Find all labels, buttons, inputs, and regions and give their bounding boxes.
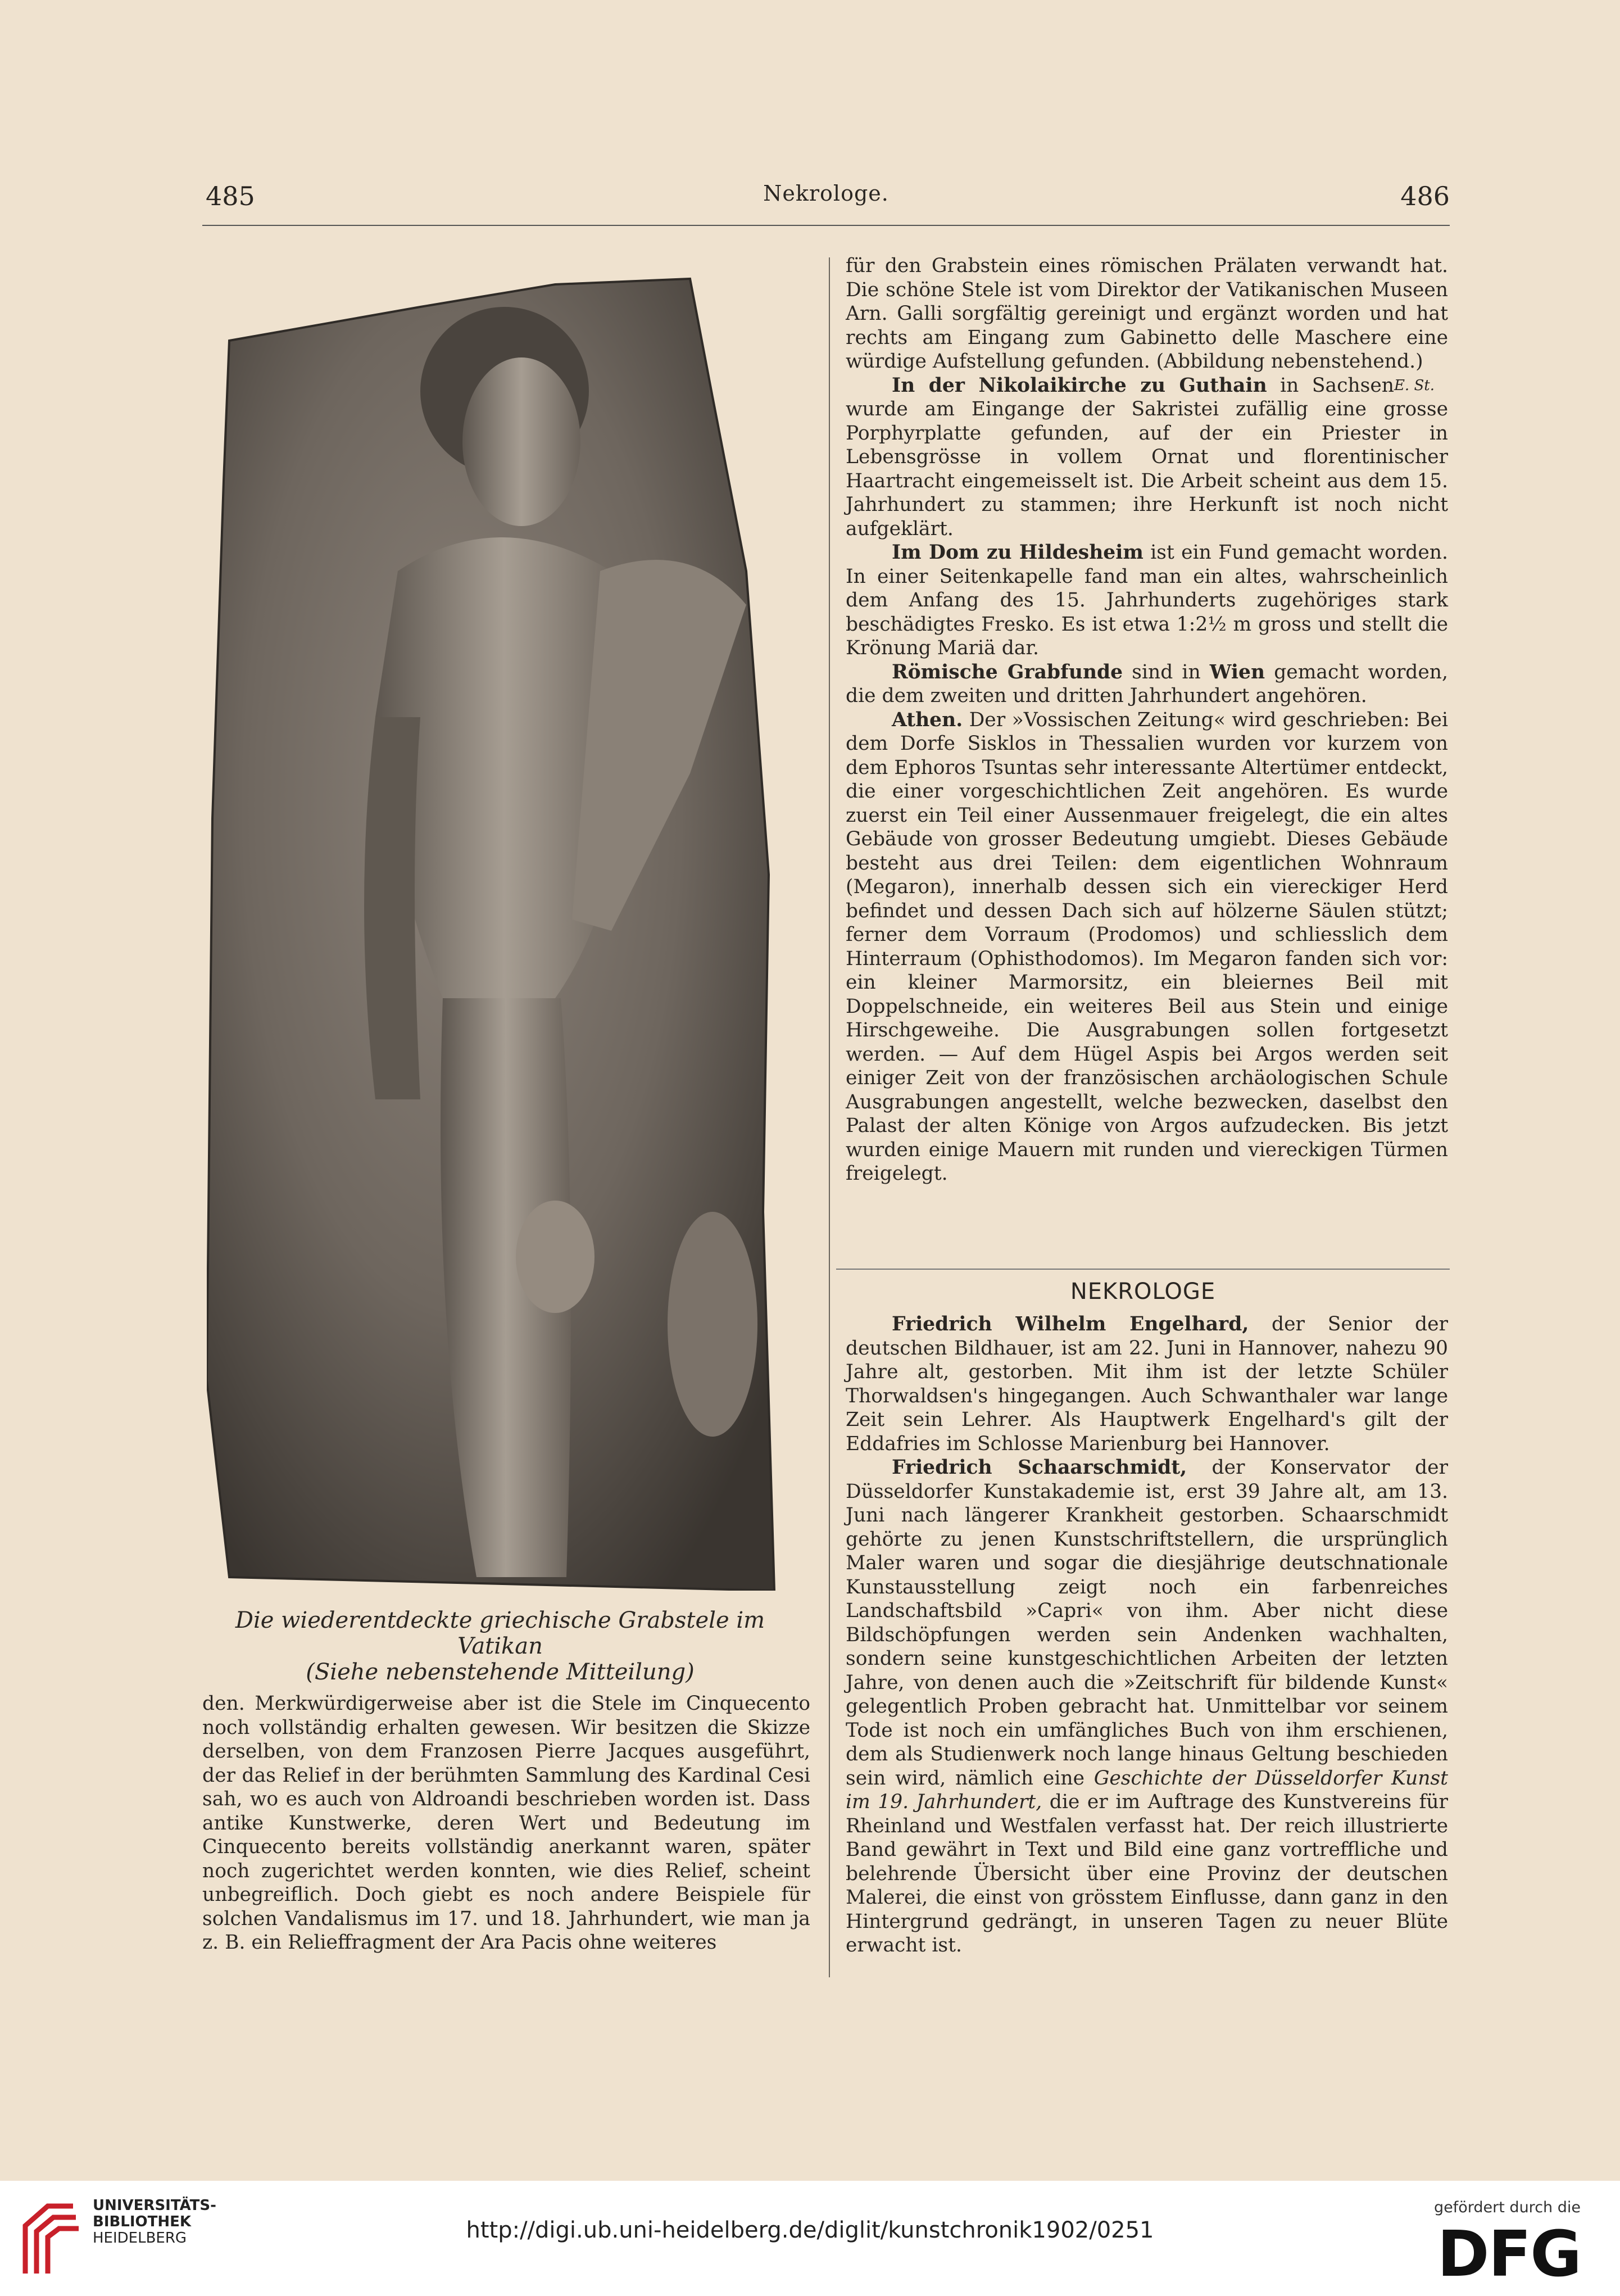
page-number-right: 486: [1400, 181, 1450, 211]
section-divider: [836, 1269, 1450, 1270]
guthain-paragraph: [846, 374, 1448, 541]
caption-line-1: Die wiederentdeckte griechische Grabstele im Vatikan: [235, 1607, 765, 1659]
column-divider: [829, 257, 830, 1977]
page-header: [202, 181, 1450, 226]
left-column-text: [202, 1692, 810, 1955]
engelhard-text: der Senior der deutschen Bildhauer, ist am 22. Juni in Hannover, nahezu 90 Jahre alt, gestorben. Mit ihm ist der letzte Schüler Thorwaldsen's hingegangen. Auch Schwanthaler war lange Zeit sein Lehrer. Als Hauptwerk Engelhard's gilt der Eddafries im Schlosse Marienburg bei Hannover.: [846, 1313, 1448, 1455]
source-url[interactable]: http://digi.ub.uni-heidelberg.de/diglit/kunstchronik1902/0251: [466, 2217, 1154, 2243]
schaarschmidt-text-b: die er im Auftrage des Kunstvereins für Rheinland und Westfalen verfasst hat. Der reich illustrierte Band gewährt in Text und Bild eine ganz vortreffliche und belehrende Übersicht über eine Provinz der deutschen Malerei, die einst von grösstem Einflusse, dann ganz in den Hintergrund gedrängt, in unseren Tagen zu neuer Blüte erwacht ist.: [846, 1791, 1448, 1957]
wien-place: Wien: [1209, 660, 1265, 683]
athen-paragraph: [846, 708, 1448, 1186]
athen-text: Der »Vossischen Zeitung« wird geschrieben: Bei dem Dorfe Sisklos in Thessalien wurden vor kurzem von dem Ephoros Tsuntas sehr interessante Altertümer entdeckt, die einer vorgeschichtlichen Zeit angehören. Es wurde zuerst ein Teil einer Aussenmauer freigelegt, die ein altes Gebäude von grosser Bedeutung umgiebt. Dieses Gebäude besteht aus drei Teilen: dem eigentlichen Wohnraum (Megaron), innerhalb dessen sich ein viereckiger Herd befindet und dessen Dach sich auf hölzerne Säulen stützt; ferner dem Vorraum (Prodomos) und schliesslich dem Hinterraum (Ophisthodomos). Im Megaron fanden sich vor: ein kleiner Marmorsitz, ein bleiernes Beil mit Doppelschneide, ein weiteres Beil aus Stein und einige Hirschgeweihe. Die Ausgrabungen sollen fortgesetzt werden. — Auf dem Hügel Aspis bei Argos werden seit einiger Zeit von der französischen archäologischen Schule Ausgrabungen angestellt, welche bezwecken, daselbst den Palast der alten Könige von Argos aufzudecken. Bis jetzt wurden einige Mauern mit runden und viereckigen Türmen freigelegt.: [846, 708, 1448, 1185]
stele-photograph: [207, 256, 796, 1591]
hildesheim-paragraph: [846, 541, 1448, 660]
hildesheim-heading: Im Dom zu Hildesheim: [892, 541, 1143, 564]
grave-stele-relief-image: [207, 256, 796, 1591]
schaarschmidt-text-a: der Konservator der Düsseldorfer Kunstakademie ist, erst 39 Jahre alt, am 13. Juni nach längerer Krankheit gestorben. Schaarschmidt gehörte zu jenen Kunstschriftstellern, die ursprünglich Maler waren und sogar die diesjährige deutschnationale Kunstausstellung zeigt noch ein farbenreiches Landschaftsbild »Capri« von ihm. Aber nicht diese Bildschöpfungen werden sein Andenken wachhalten, sondern seine kunstgeschichtlichen Arbeiten der letzten Jahre, von denen auch die »Zeitschrift für bildende Kunst« gelegentlich Proben gebracht hat. Unmittelbar vor seinem Tode ist noch ein umfängliches Buch von ihm erschienen, dem als Studienwerk noch lange hinaus Geltung beschieden sein wird, nämlich eine: [846, 1456, 1448, 1790]
schaarschmidt-book-title: Geschichte der Düsseldorfer Kunst im 19. Jahrhundert,: [846, 1767, 1448, 1813]
wien-paragraph: [846, 660, 1448, 708]
guthain-text: in Sachsen wurde am Eingange der Sakristei zufällig eine grosse Porphyrplatte gefunden, auf der ein Priester in Lebensgrösse in vollem Ornat und florentinischer Haartracht eingemeisselt ist. Die Arbeit scheint aus dem 15. Jahrhundert zu stammen; ihre Herkunft ist noch nicht aufgeklärt.: [846, 374, 1448, 540]
page-number-left: 485: [206, 181, 255, 211]
obituary-engelhard: [846, 1312, 1448, 1456]
right-column-upper: [846, 254, 1448, 1186]
dfg-logo-icon: DFG: [1437, 2218, 1581, 2291]
funding-label: gefördert durch die: [1434, 2199, 1581, 2216]
wien-mid: sind in: [1123, 660, 1210, 683]
library-line-2: BIBLIOTHEK: [93, 2213, 192, 2230]
hildesheim-text: ist ein Fund gemacht worden. In einer Seitenkapelle fand man ein altes, wahrscheinlich dem Anfang des 15. Jahrhunderts zugehöriges stark beschädigtes Fresko. Es ist etwa 1:2½ m gross und stellt die Krönung Mariä dar.: [846, 541, 1448, 659]
author-signature: E. St.: [1394, 377, 1435, 394]
schaarschmidt-heading: Friedrich Schaarschmidt,: [892, 1456, 1187, 1479]
section-title-nekrologe: NEKROLOGE: [1070, 1279, 1216, 1305]
library-line-3: HEIDELBERG: [93, 2230, 187, 2247]
library-line-1: UNIVERSITÄTS-: [93, 2197, 216, 2214]
left-continuation-paragraph: den. Merkwürdigerweise aber ist die Stele im Cinquecento noch vollständig erhalten gewesen. Wir besitzen die Skizze derselben, von dem Franzosen Pierre Jacques ausgeführt, der das Relief in der berühmten Sammlung des Kardinal Cesi sah, wo es auch von Aldroandi beschrieben worden ist. Dass antike Kunstwerke, deren Wert und Bedeutung im Cinquecento bereits vollständig anerkannt waren, später noch zugerichtet werden konnten, wie dies Relief, scheint unbegreiflich. Doch giebt es noch andere Beispiele für solchen Vandalismus im 17. und 18. Jahrhundert, wie man ja z. B. ein Relieffragment der Ara Pacis ohne weiteres: [202, 1692, 810, 1954]
engelhard-heading: Friedrich Wilhelm Engelhard,: [892, 1313, 1249, 1335]
obituary-schaarschmidt: [846, 1456, 1448, 1958]
stele-report-text: für den Grabstein eines römischen Prälaten verwandt hat. Die schöne Stele ist vom Direktor der Vatikanischen Museen Arn. Galli sorgfältig gereinigt und ergänzt worden und hat rechts am Eingang zum Gabinetto delle Maschere eine würdige Aufstellung gefunden. (Abbildung nebenstehend.): [846, 255, 1448, 373]
caption-line-2: (Siehe nebenstehende Mitteilung): [306, 1659, 695, 1685]
figure-caption: [202, 1607, 798, 1685]
wien-heading: Römische Grabfunde: [892, 660, 1123, 683]
wien-text: gemacht worden, die dem zweiten und dritten Jahrhundert angehören.: [846, 660, 1448, 707]
athen-heading: Athen.: [892, 708, 963, 731]
guthain-heading: In der Nikolaikirche zu Guthain: [892, 374, 1267, 397]
right-column-obituaries: [846, 1312, 1448, 1958]
running-title: Nekrologe.: [763, 181, 889, 206]
